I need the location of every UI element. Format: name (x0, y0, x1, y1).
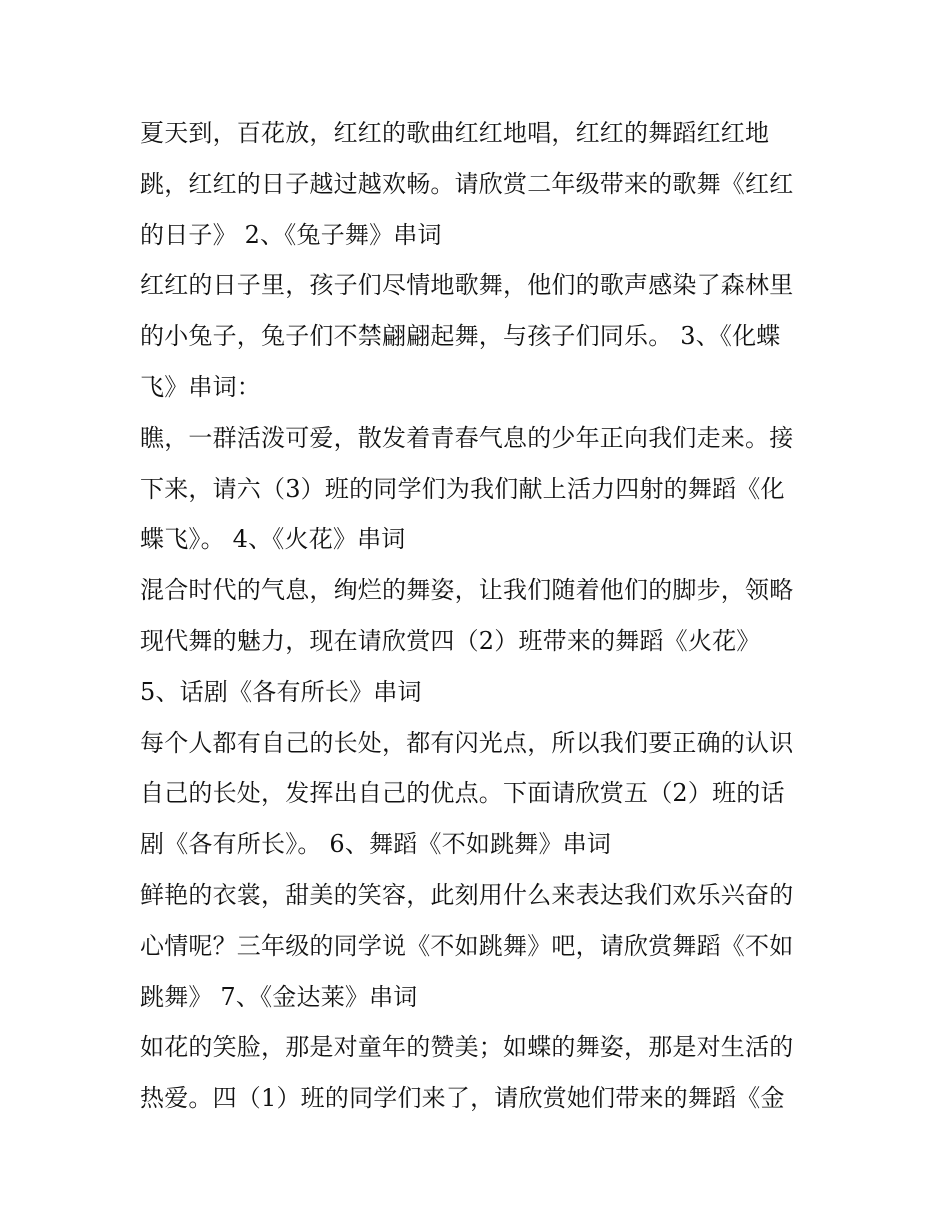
text-line: 现代舞的魅力，现在请欣赏四（2）班带来的舞蹈《火花》 (140, 626, 761, 655)
text-line: 跳舞》 7、《金达莱》串词 (140, 982, 418, 1011)
text-line: 蝶飞》。 4、《火花》串词 (140, 525, 406, 554)
text-line: 自己的长处，发挥出自己的优点。下面请欣赏五（2）班的话 (140, 779, 785, 808)
text-line: 瞧，一群活泼可爱，散发着青春气息的少年正向我们走来。接 (140, 423, 794, 452)
text-line: 如花的笑脸，那是对童年的赞美；如蝶的舞姿，那是对生活的 (140, 1033, 794, 1062)
text-line: 飞》串词： (140, 372, 261, 401)
text-line: 5、话剧《各有所长》串词 (140, 677, 422, 706)
text-line: 红红的日子里，孩子们尽情地歌舞，他们的歌声感染了森林里 (140, 271, 794, 300)
text-line: 心情呢？三年级的同学说《不如跳舞》吧，请欣赏舞蹈《不如 (140, 931, 794, 960)
text-line: 鲜艳的衣裳，甜美的笑容，此刻用什么来表达我们欢乐兴奋的 (140, 880, 794, 909)
text-line: 跳，红红的日子越过越欢畅。请欣赏二年级带来的歌舞《红红 (140, 169, 794, 198)
text-line: 剧《各有所长》。 6、舞蹈《不如跳舞》串词 (140, 830, 612, 859)
text-line: 夏天到，百花放，红红的歌曲红红地唱，红红的舞蹈红红地 (140, 119, 770, 147)
document-body (140, 108, 820, 1124)
text-line: 的小兔子，兔子们不禁翩翩起舞，与孩子们同乐。 3、《化蝶 (140, 322, 781, 351)
text-line: 每个人都有自己的长处，都有闪光点，所以我们要正确的认识 (140, 728, 794, 757)
text-line: 下来，请六（3）班的同学们为我们献上活力四射的舞蹈《化 (140, 474, 785, 503)
text-line: 的日子》 2、《兔子舞》串词 (140, 220, 442, 249)
text-line: 混合时代的气息，绚烂的舞姿，让我们随着他们的脚步，领略 (140, 576, 794, 605)
text-line: 热爱。四（1）班的同学们来了，请欣赏她们带来的舞蹈《金 (140, 1084, 785, 1113)
